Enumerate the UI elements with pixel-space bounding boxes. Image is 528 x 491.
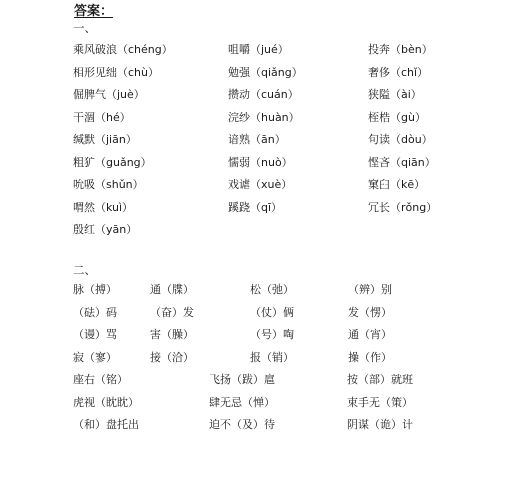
answer-item: 勉强（qiǎng） (228, 65, 303, 79)
answer-item: 殷红（yān） (73, 223, 138, 236)
answer-item: 接（洽） (150, 350, 194, 364)
answer-item: 脉（搏） (73, 283, 117, 296)
answer-item: 害（臊） (150, 328, 194, 341)
answer-item: 谙熟（ān） (228, 133, 286, 146)
answer-item: 冗长（rǒng） (368, 200, 438, 214)
answer-item: 操（作） (348, 350, 392, 364)
answer-item: 乘风破浪（chéng） (73, 43, 173, 56)
answer-item: 通（宵） (348, 328, 392, 341)
answer-item: 干涸（hé） (73, 110, 131, 124)
answer-item: 粗犷（guǎng） (73, 155, 152, 169)
answer-item: （砝）码 (73, 305, 117, 319)
answer-item: 倔脾气（juè） (73, 88, 145, 101)
answer-item: 相形见绌（chù） (73, 65, 159, 79)
answer-item: 松（弛） (250, 283, 294, 296)
answer-item: 通（牒） (150, 283, 194, 296)
answer-item: 戏谑（xuè） (228, 178, 293, 191)
answer-item: 窠臼（kē） (368, 178, 426, 191)
answer-item: 飞扬（跋）扈 (209, 373, 275, 386)
answer-item: 缄默（jiān） (73, 133, 137, 146)
answer-item: 浣纱（huàn） (228, 110, 300, 124)
answer-item: 阴谋（诡）计 (347, 418, 413, 431)
answer-item: （号）啕 (250, 328, 294, 341)
answer-item: （仗）俩 (250, 305, 294, 319)
answer-item: 攒动（cuán） (228, 88, 299, 101)
answer-item: 狭隘（ài） (368, 88, 422, 101)
answer-item: （谩）骂 (73, 328, 117, 341)
answer-item: 寂（寥） (73, 350, 117, 364)
answer-item: 虎视（眈眈） (73, 395, 139, 409)
section-two-three-column-grid (73, 372, 457, 440)
section-one-label: 一、 (73, 21, 96, 35)
answer-item: （辨）别 (348, 283, 392, 296)
answer-item: 蹊跷（qī） (228, 200, 283, 214)
answer-item: 报（销） (250, 350, 294, 364)
answer-item: 座右（铭） (73, 373, 128, 386)
answer-item: 懦弱（nuò） (228, 155, 293, 169)
answer-item: 投奔（bèn） (368, 43, 433, 56)
section-one-grid (73, 42, 488, 245)
answer-item: 吮吸（shǔn） (73, 178, 144, 191)
answer-item: 悭吝（qiān） (368, 155, 436, 169)
answer-item: 句读（dòu） (368, 133, 433, 146)
answer-item: 奢侈（chǐ） (368, 65, 429, 79)
section-two-label: 二、 (73, 263, 96, 277)
answer-item: 肆无忌（惮） (209, 395, 275, 409)
answer-item: 发（愣） (348, 305, 392, 319)
answer-item: 束手无（策） (347, 395, 413, 409)
answer-item: （和）盘托出 (73, 418, 139, 431)
answer-item: 喟然（kuì） (73, 200, 134, 214)
answer-title: 答案： (74, 4, 114, 19)
section-two-four-column-grid (73, 282, 458, 372)
answer-item: 迫不（及）待 (209, 418, 275, 431)
answer-item: 桎梏（gù） (368, 110, 426, 124)
answer-item: 按（部）就班 (347, 373, 413, 386)
answer-item: （奋）发 (150, 305, 194, 319)
answer-item: 咀嚼（jué） (228, 43, 289, 56)
